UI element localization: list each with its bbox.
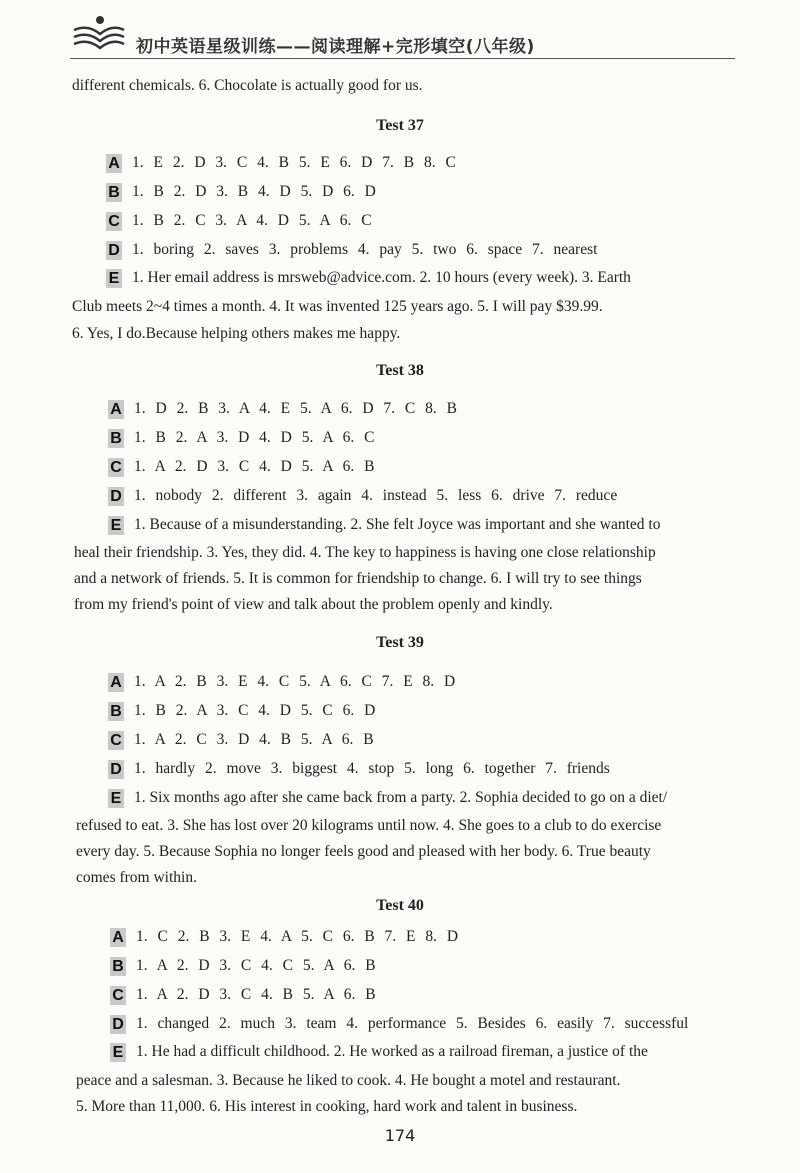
section-a-badge: A <box>106 154 122 173</box>
test-38-title: Test 38 <box>376 362 424 379</box>
section-c-badge: C <box>106 212 122 231</box>
answers: 1. A 2. D 3. C 4. D 5. A 6. B <box>134 458 375 475</box>
answer-line: refused to eat. 3. She has lost over 20 kilograms until now. 4. She goes to a club to do exercise <box>76 817 662 834</box>
answers: 1. D 2. B 3. A 4. E 5. A 6. D 7. C 8. B <box>134 400 457 417</box>
section-a-badge: A <box>108 400 124 419</box>
answer-line: 5. More than 11,000. 6. His interest in cooking, hard work and talent in business. <box>76 1098 578 1115</box>
test-39-section-a <box>108 671 455 693</box>
answers: 1. A 2. D 3. C 4. C 5. A 6. B <box>136 957 376 974</box>
test-37-section-d <box>106 239 597 261</box>
section-a-badge: A <box>110 928 126 947</box>
answer-line: comes from within. <box>76 869 197 886</box>
answers: 1. hardly 2. move 3. biggest 4. stop 5. long 6. together 7. friends <box>134 760 610 777</box>
header-divider <box>70 58 735 59</box>
test-37-title: Test 37 <box>376 117 424 134</box>
section-b-badge: B <box>108 702 124 721</box>
section-a-badge: A <box>108 673 124 692</box>
section-e-badge: E <box>108 789 124 808</box>
section-b-badge: B <box>106 183 122 202</box>
test-40-section-e <box>110 1041 648 1063</box>
book-logo-icon <box>70 14 126 58</box>
section-e-badge: E <box>108 516 124 535</box>
test-39-title: Test 39 <box>376 634 424 651</box>
answer-line: Club meets 2~4 times a month. 4. It was invented 125 years ago. 5. I will pay $39.99. <box>72 298 603 315</box>
test-40-title: Test 40 <box>376 897 424 914</box>
section-d-badge: D <box>108 760 124 779</box>
test-38-section-d <box>108 485 617 507</box>
section-c-badge: C <box>108 458 124 477</box>
answers: 1. A 2. B 3. E 4. C 5. A 6. C 7. E 8. D <box>134 673 456 690</box>
section-d-badge: D <box>110 1015 126 1034</box>
section-e-badge: E <box>110 1043 126 1062</box>
section-c-badge: C <box>110 986 126 1005</box>
answers: 1. A 2. C 3. D 4. B 5. A 6. B <box>134 731 374 748</box>
answer-line: 1. Because of a misunderstanding. 2. She felt Joyce was important and she wanted to <box>134 516 661 533</box>
answer-line: heal their friendship. 3. Yes, they did. 4. The key to happiness is having one close relationship <box>74 544 656 561</box>
test-38-section-a <box>108 398 457 420</box>
answers: 1. A 2. D 3. C 4. B 5. A 6. B <box>136 986 376 1003</box>
answer-line: 1. He had a difficult childhood. 2. He worked as a railroad fireman, a justice of the <box>136 1043 648 1060</box>
test-39-section-e <box>108 787 667 809</box>
test-37-section-c <box>106 210 372 232</box>
section-b-badge: B <box>110 957 126 976</box>
test-40-section-d <box>110 1013 688 1035</box>
test-40-section-b <box>110 955 376 977</box>
test-39-section-c <box>108 729 374 751</box>
answers: 1. C 2. B 3. E 4. A 5. C 6. B 7. E 8. D <box>136 928 459 945</box>
answer-line: 1. Her email address is mrsweb@advice.com. 2. 10 hours (every week). 3. Earth <box>132 269 631 286</box>
answers: 1. B 2. A 3. D 4. D 5. A 6. C <box>134 429 375 446</box>
section-d-badge: D <box>108 487 124 506</box>
test-39-section-d <box>108 758 610 780</box>
answers: 1. B 2. A 3. C 4. D 5. C 6. D <box>134 702 376 719</box>
answers: 1. boring 2. saves 3. problems 4. pay 5. two 6. space 7. nearest <box>132 241 598 258</box>
answer-line: 1. Six months ago after she came back from a party. 2. Sophia decided to go on a diet/ <box>134 789 668 806</box>
header-title: 初中英语星级训练——阅读理解+完形填空(八年级) <box>136 37 535 57</box>
answer-line: every day. 5. Because Sophia no longer feels good and pleased with her body. 6. True beauty <box>76 843 651 860</box>
test-37-section-b <box>106 181 376 203</box>
section-b-badge: B <box>108 429 124 448</box>
test-37-section-a <box>106 152 456 174</box>
answer-line: and a network of friends. 5. It is common for friendship to change. 6. I will try to see things <box>74 570 642 587</box>
answers: 1. nobody 2. different 3. again 4. instead 5. less 6. drive 7. reduce <box>134 487 618 504</box>
test-37-section-e <box>106 267 631 289</box>
section-e-badge: E <box>106 269 122 288</box>
test-38-section-b <box>108 427 374 449</box>
test-38-section-e <box>108 514 660 536</box>
test-39-section-b <box>108 700 375 722</box>
answer-line: from my friend's point of view and talk about the problem openly and kindly. <box>74 596 553 613</box>
answers: 1. B 2. C 3. A 4. D 5. A 6. C <box>132 212 372 229</box>
answers: 1. B 2. D 3. B 4. D 5. D 6. D <box>132 183 376 200</box>
test-40-section-c <box>110 984 376 1006</box>
section-c-badge: C <box>108 731 124 750</box>
answers: 1. changed 2. much 3. team 4. performance 5. Besides 6. easily 7. successful <box>136 1015 689 1032</box>
intro-line: different chemicals. 6. Chocolate is actually good for us. <box>72 77 423 94</box>
answer-line: 6. Yes, I do.Because helping others makes me happy. <box>72 325 401 342</box>
answers: 1. E 2. D 3. C 4. B 5. E 6. D 7. B 8. C <box>132 154 456 171</box>
test-40-section-a <box>110 926 458 948</box>
answer-line: peace and a salesman. 3. Because he liked to cook. 4. He bought a motel and restaurant. <box>76 1072 621 1089</box>
test-38-section-c <box>108 456 374 478</box>
section-d-badge: D <box>106 241 122 260</box>
page-number: 174 <box>384 1126 416 1145</box>
page-header <box>70 14 735 60</box>
